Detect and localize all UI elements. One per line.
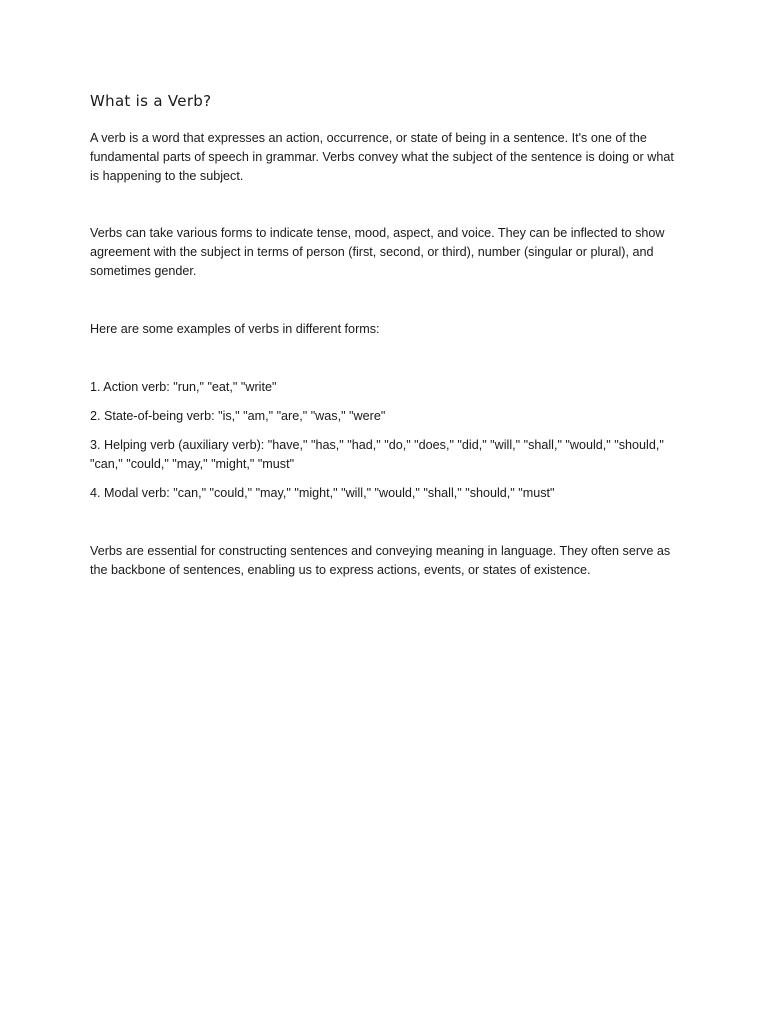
list-item: 1. Action verb: "run," "eat," "write" [90, 380, 277, 394]
examples-list [90, 378, 680, 513]
paragraph-examples-intro: Here are some examples of verbs in different forms: [90, 322, 380, 336]
list-item: 4. Modal verb: "can," "could," "may," "might," "will," "would," "shall," "should," "must" [90, 486, 555, 500]
list-item: 3. Helping verb (auxiliary verb): "have," "has," "had," "do," "does," "did," "will," "shall," "would," "should," "can," "could," "may," "might," "must" [90, 438, 664, 471]
list-item: 2. State-of-being verb: "is," "am," "are," "was," "were" [90, 409, 386, 423]
paragraph-definition: A verb is a word that expresses an action, occurrence, or state of being in a sentence. It's one of the fundamental parts of speech in grammar. Verbs convey what the subject of the sentence is doing or what is happening to the subject. [90, 131, 674, 183]
paragraph-conclusion: Verbs are essential for constructing sentences and conveying meaning in language. They often serve as the backbone of sentences, enabling us to express actions, events, or states of existence. [90, 544, 671, 577]
paragraph-forms: Verbs can take various forms to indicate tense, mood, aspect, and voice. They can be inflected to show agreement with the subject in terms of person (first, second, or third), number (singular or plural), and sometimes gender. [90, 226, 665, 278]
document-title: What is a Verb? [90, 92, 212, 110]
